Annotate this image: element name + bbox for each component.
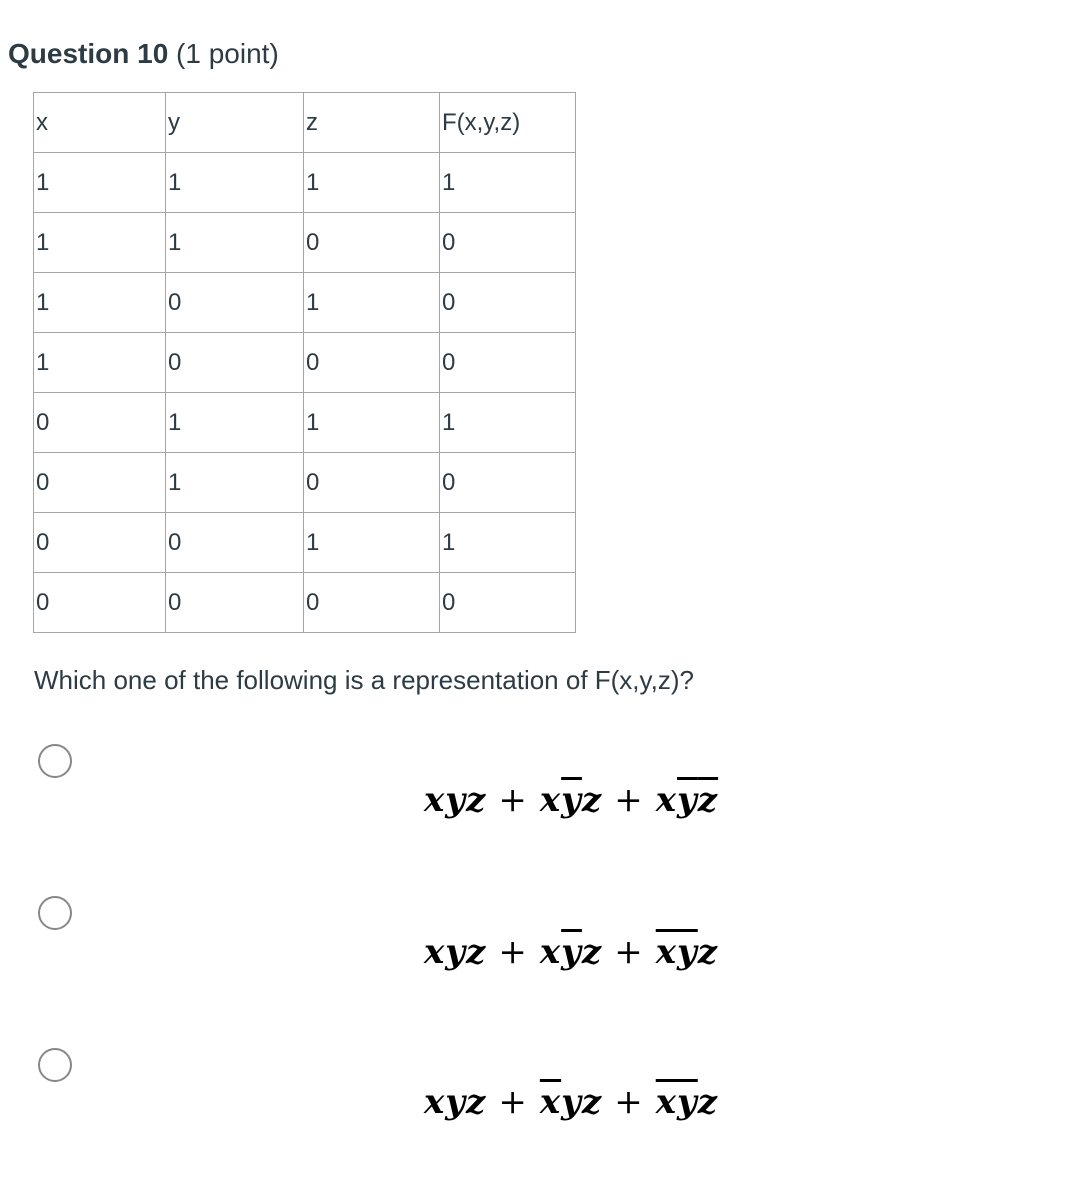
variable: x <box>424 780 446 820</box>
cell-y: 0 <box>166 273 304 333</box>
complemented-variable: $\overline{y}$ <box>677 780 698 820</box>
cell-y: 1 <box>166 393 304 453</box>
cell-f: 1 <box>440 513 576 573</box>
product-term <box>424 780 486 820</box>
cell-y: 1 <box>166 453 304 513</box>
variable: z <box>466 932 487 972</box>
variable: z <box>466 780 487 820</box>
cell-y: 0 <box>166 333 304 393</box>
plus-operator: + <box>498 1082 528 1122</box>
radio-button-option-2[interactable] <box>38 896 72 930</box>
plus-operator: + <box>498 780 528 820</box>
cell-x: 0 <box>34 573 166 633</box>
radio-button-option-1[interactable] <box>38 744 72 778</box>
cell-x: 1 <box>34 213 166 273</box>
cell-z: 0 <box>304 453 440 513</box>
question-points: (1 point) <box>176 38 279 69</box>
cell-z: 0 <box>304 573 440 633</box>
table-row <box>34 453 576 513</box>
header-x: x <box>34 93 166 153</box>
product-term <box>540 1082 602 1122</box>
cell-z: 1 <box>304 273 440 333</box>
cell-x: 0 <box>34 513 166 573</box>
cell-z: 1 <box>304 153 440 213</box>
header-z: z <box>304 93 440 153</box>
variable: x <box>424 932 446 972</box>
variable: y <box>445 932 467 972</box>
cell-z: 0 <box>304 333 440 393</box>
table-row <box>34 513 576 573</box>
product-term <box>540 932 602 972</box>
header-y: y <box>166 93 304 153</box>
variable: x <box>539 780 562 820</box>
cell-z: 1 <box>304 513 440 573</box>
plus-operator: + <box>614 932 644 972</box>
complemented-variable: $\overline{z}$ <box>697 780 719 820</box>
cell-y: 1 <box>166 213 304 273</box>
cell-x: 1 <box>34 273 166 333</box>
question-title: Question 10 <box>8 38 169 69</box>
variable: y <box>445 1082 467 1122</box>
cell-y: 1 <box>166 153 304 213</box>
table-row <box>34 573 576 633</box>
variable: z <box>466 1082 487 1122</box>
cell-f: 0 <box>440 573 576 633</box>
variable: z <box>581 780 603 820</box>
plus-operator: + <box>614 780 644 820</box>
cell-x: 0 <box>34 453 166 513</box>
complemented-variable: $\overline{y}$ <box>561 932 582 972</box>
complemented-variable: $\overline{x}$ <box>539 1082 562 1122</box>
product-term <box>424 932 486 972</box>
cell-f: 0 <box>440 333 576 393</box>
table-row <box>34 273 576 333</box>
header-f: F(x,y,z) <box>440 93 576 153</box>
variable: z <box>697 1082 719 1122</box>
variable: y <box>445 780 467 820</box>
cell-x: 1 <box>34 153 166 213</box>
formula-option-1 <box>424 778 718 822</box>
question-prompt: Which one of the following is a representation of F(x,y,z)? <box>34 665 694 695</box>
product-term <box>424 1082 486 1122</box>
complemented-variable: $\overline{x}$ <box>655 1082 677 1122</box>
complemented-variable: $\overline{y}$ <box>677 932 698 972</box>
formula-option-2 <box>424 930 718 974</box>
cell-z: 0 <box>304 213 440 273</box>
answer-option-1[interactable] <box>0 740 1088 860</box>
product-term <box>540 780 602 820</box>
cell-y: 0 <box>166 573 304 633</box>
complemented-variable: $\overline{y}$ <box>561 780 582 820</box>
product-term <box>656 1082 718 1122</box>
variable: y <box>561 1082 582 1122</box>
question-header <box>8 36 279 72</box>
cell-x: 0 <box>34 393 166 453</box>
variable: z <box>697 932 719 972</box>
variable: x <box>424 1082 446 1122</box>
table-row <box>34 213 576 273</box>
formula-option-3 <box>424 1080 718 1124</box>
complemented-variable: $\overline{x}$ <box>655 932 677 972</box>
plus-operator: + <box>498 932 528 972</box>
cell-z: 1 <box>304 393 440 453</box>
product-term <box>656 780 718 820</box>
truth-table <box>33 92 576 633</box>
variable: x <box>539 932 562 972</box>
cell-f: 1 <box>440 153 576 213</box>
variable: z <box>581 932 603 972</box>
radio-button-option-3[interactable] <box>38 1048 72 1082</box>
cell-y: 0 <box>166 513 304 573</box>
answer-option-2[interactable] <box>0 894 1088 1014</box>
variable: z <box>581 1082 603 1122</box>
cell-x: 1 <box>34 333 166 393</box>
plus-operator: + <box>614 1082 644 1122</box>
table-row <box>34 333 576 393</box>
cell-f: 0 <box>440 213 576 273</box>
cell-f: 0 <box>440 453 576 513</box>
cell-f: 0 <box>440 273 576 333</box>
answer-option-3[interactable] <box>0 1048 1088 1168</box>
complemented-variable: $\overline{y}$ <box>677 1082 698 1122</box>
truth-table-header-row <box>34 93 576 153</box>
table-row <box>34 393 576 453</box>
cell-f: 1 <box>440 393 576 453</box>
product-term <box>656 932 718 972</box>
variable: x <box>655 780 677 820</box>
table-row <box>34 153 576 213</box>
